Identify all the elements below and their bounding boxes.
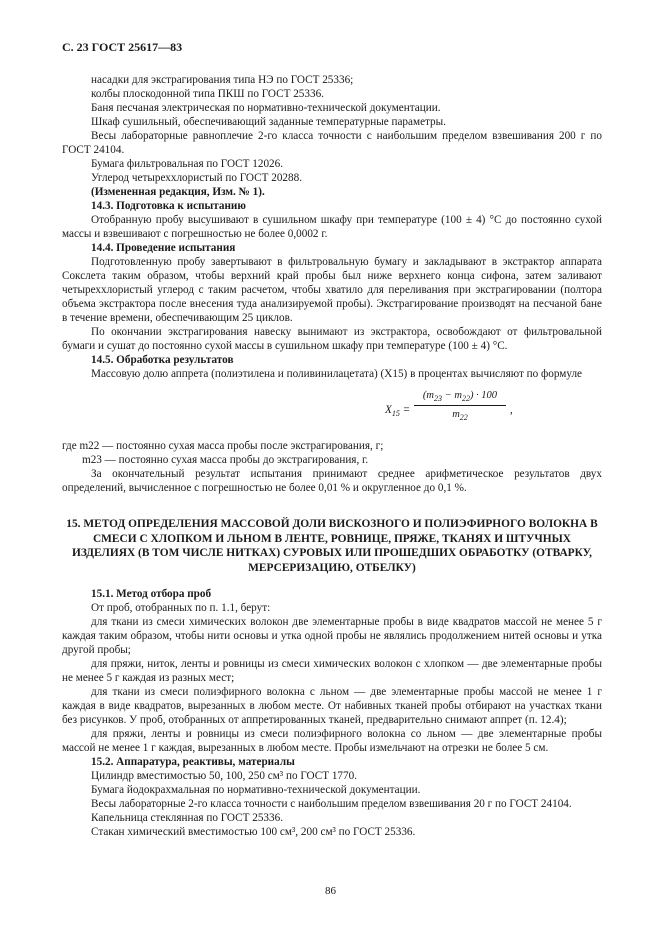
section-heading: 15. МЕТОД ОПРЕДЕЛЕНИЯ МАССОВОЙ ДОЛИ ВИСКОЗНОГО И ПОЛИЭФИРНОГО ВОЛОКНА В СМЕСИ С ХЛОПКОМ И ЛЬНОМ В ЛЕНТЕ, РОВНИЦЕ, ПРЯЖЕ, ТКАНЯХ И ШТУЧНЫХ ИЗДЕЛИЯХ (В ТОМ ЧИСЛЕ НИТКАХ) СУРОВЫХ ИЛИ ПРОШЕДШИХ ОБРАБОТКУ (ОТВАРКУ, МЕРСЕРИЗАЦИЮ, ОТБЕЛКУ): [66, 518, 598, 574]
paragraph: Бумага фильтровальная по ГОСТ 12026.: [91, 158, 284, 170]
formula-numerator: $(m_{23} - m_{22}) \cdot 100$: [422, 390, 498, 404]
paragraphs-top: [62, 73, 602, 381]
paragraph: Углерод четыреххлористый по ГОСТ 20288.: [91, 172, 303, 184]
paragraphs-bottom: [62, 587, 602, 839]
paragraph: Баня песчаная электрическая по нормативно-технической документации.: [91, 102, 441, 114]
paragraph: для ткани из смеси химических волокон две элементарные пробы в виде квадратов массой не менее 5 г каждая таким образом, чтобы нити основы и утка одной пробы не являлись продолжением нитей основы и утка другой пробы;: [62, 616, 602, 656]
paragraph: 15.2. Аппаратура, реактивы, материалы: [91, 756, 295, 768]
paragraph: За окончательный результат испытания принимают среднее арифметическое результатов двух определений, вычисленное с погрешностью не более 0,01 % и округленное до 0,1 %.: [62, 468, 602, 494]
fraction-bar: [414, 405, 506, 406]
document-body: [62, 73, 602, 839]
paragraph: Весы лабораторные равноплечие 2-го класса точности с наибольшим пределом взвешивания 200 г по ГОСТ 24104.: [62, 130, 602, 156]
paragraph: (Измененная редакция, Изм. № 1).: [91, 186, 265, 198]
paragraph: 14.4. Проведение испытания: [91, 242, 236, 254]
page-header: С. 23 ГОСТ 25617—83: [62, 40, 183, 54]
paragraph: Весы лабораторные 2-го класса точности с наибольшим пределом взвешивания 20 г по ГОСТ 24104.: [91, 798, 572, 810]
formula-x15: [62, 383, 602, 437]
paragraph: 14.3. Подготовка к испытанию: [91, 200, 246, 212]
paragraph: для пряжи, ниток, ленты и ровницы из смеси химических волокон с хлопком — две элементарные пробы не менее 5 г каждая из разных мест;: [62, 658, 602, 684]
paragraphs-mid: [62, 439, 602, 495]
paragraph: Подготовленную пробу завертывают в фильтровальную бумагу и закладывают в экстрактор аппарата Сокслета таким образом, чтобы верхний край пробы был ниже верхнего конца сифона, затем заливают четыреххлористый углерод с таким расчетом, чтобы хватило для переливания при экстрагировании (полтора объема экстрактора после внесения туда анализируемой пробы). Экстрагирование производят на песчаной бане в течение времени, обеспечивающим 25 циклов.: [62, 256, 602, 324]
paragraph: От проб, отобранных по п. 1.1, берут:: [91, 602, 271, 614]
paragraph: Массовую долю аппрета (полиэтилена и поливинилацетата) (X15) в процентах вычисляют по формуле: [91, 368, 583, 380]
paragraph: 15.1. Метод отбора проб: [91, 588, 212, 600]
paragraph: для пряжи, ленты и ровницы из смеси полиэфирного волокна со льном — две элементарные пробы массой не менее 1 г каждая, вырезанных в любом месте. Пробы измельчают на отрезки не более 5 см.: [62, 728, 602, 754]
paragraph: По окончании экстрагирования навеску вынимают из экстрактора, освобождают от фильтровальной бумаги и сушат до постоянно сухой массы в сушильном шкафу при температуре (100 ± 4) °С.: [62, 326, 602, 352]
paragraph: Бумага йодокрахмальная по нормативно-технической документации.: [91, 784, 421, 796]
formula-denominator: $m_{22}$: [452, 409, 468, 423]
formula-trail: ,: [510, 404, 513, 416]
paragraph: где m22 — постоянно сухая масса пробы после экстрагирования, г;: [62, 440, 384, 452]
paragraph: насадки для экстрагирования типа НЭ по ГОСТ 25336;: [91, 74, 354, 86]
paragraph: 14.5. Обработка результатов: [91, 354, 234, 366]
formula-fraction: [414, 389, 506, 422]
paragraph: колбы плоскодонной типа ПКШ по ГОСТ 25336.: [91, 88, 324, 100]
paragraph: m23 — постоянно сухая масса пробы до экстрагирования, г.: [82, 454, 369, 466]
formula-lhs: $X_{15}$ =: [385, 404, 411, 419]
paragraph: Стакан химический вместимостью 100 см³, 200 см³ по ГОСТ 25336.: [91, 826, 416, 838]
paragraph: Шкаф сушильный, обеспечивающий заданные температурные параметры.: [91, 116, 446, 128]
paragraph: Капельница стеклянная по ГОСТ 25336.: [91, 812, 284, 824]
paragraph: для ткани из смеси полиэфирного волокна с льном — две элементарные пробы массой не менее 1 г каждая в виде квадратов, вырезанных в любом месте. От набивных тканей пробы отбирают на участках ткани без рисунков. У проб, отобранных от аппретированных тканей, предварительно снимают аппрет (п. 12.4);: [62, 686, 602, 726]
paragraph: Отобранную пробу высушивают в сушильном шкафу при температуре (100 ± 4) °С до постоянно сухой массы и взвешивают с погрешностью не более 0,0002 г.: [62, 214, 602, 240]
page-number: 86: [325, 885, 336, 897]
paragraph: Цилиндр вместимостью 50, 100, 250 см³ по ГОСТ 1770.: [91, 770, 358, 782]
